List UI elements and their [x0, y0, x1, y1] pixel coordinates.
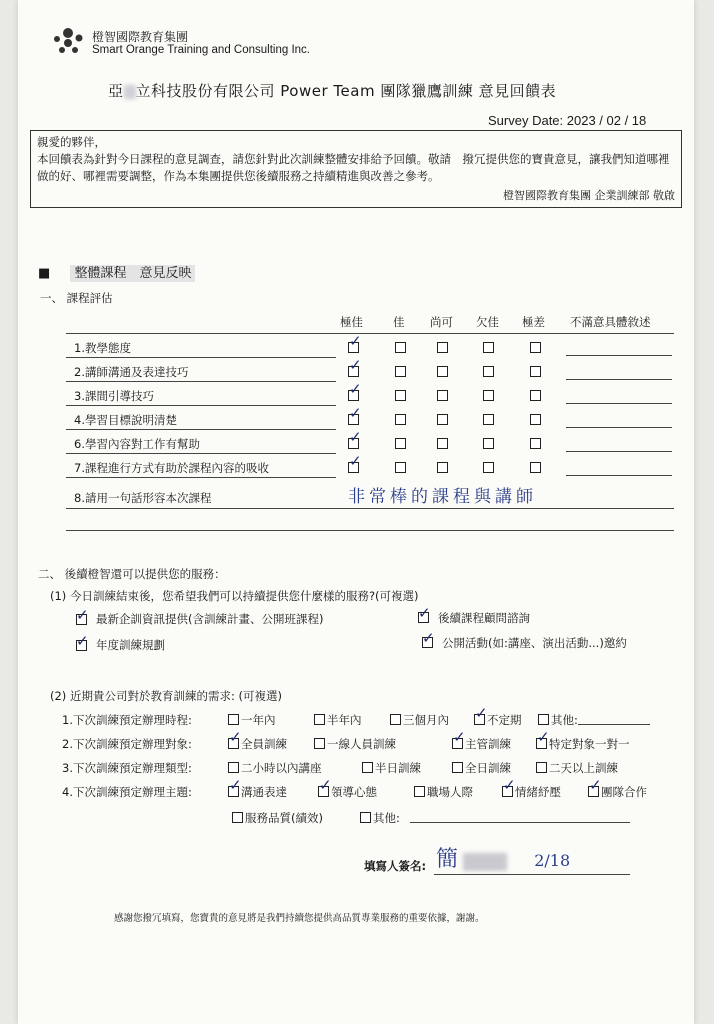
option-annual-plan: 年度訓練規劃 [96, 638, 165, 652]
checkmark-icon: ✓ [475, 704, 488, 722]
need-option-label: 半日訓練 [375, 761, 421, 775]
need-option-label: 三個月內 [403, 713, 449, 727]
redacted-mark [124, 85, 136, 99]
need-checkbox[interactable] [536, 762, 547, 773]
checkmark-icon: ✓ [229, 728, 242, 746]
section-overall-heading [38, 262, 195, 281]
rating-checkbox[interactable] [483, 342, 494, 353]
row-rule [66, 477, 336, 478]
need-checkbox[interactable] [228, 714, 239, 725]
signature-rule [434, 874, 630, 875]
rating-checkbox[interactable] [483, 462, 494, 473]
rating-checkbox[interactable] [395, 462, 406, 473]
checkmark-icon: ✓ [418, 604, 431, 622]
checkmark-icon: ✓ [76, 632, 89, 650]
intro-box [30, 130, 682, 208]
detail-rule[interactable] [566, 427, 672, 428]
need-option-label: 情緒紓壓 [515, 785, 561, 799]
title-prefix: 亞 [108, 82, 124, 100]
need-checkbox[interactable] [360, 812, 371, 823]
row-rule [66, 453, 336, 454]
need-option-label: 溝通表達 [241, 785, 287, 799]
rating-checkbox[interactable] [530, 414, 541, 425]
need-row-label: 3.下次訓練預定辦理類型: [62, 761, 192, 775]
course-eval-heading: 一、 課程評估 [40, 291, 113, 305]
row-rule [66, 405, 336, 406]
rating-checkbox[interactable] [530, 438, 541, 449]
checkmark-icon: ✓ [537, 728, 550, 746]
rating-checkbox[interactable] [530, 462, 541, 473]
checkmark-icon: ✓ [422, 629, 435, 647]
services-q1: (1) 今日訓練結束後，您希望我們可以持續提供您什麼樣的服務?(可複選) [50, 589, 419, 603]
header-rule [66, 333, 674, 334]
need-option-label: 全員訓練 [241, 737, 287, 751]
q8-rule [66, 508, 674, 509]
checkmark-icon: ✓ [589, 776, 602, 794]
checkmark-icon: ✓ [349, 404, 362, 422]
checkmark-icon: ✓ [319, 776, 332, 794]
need-checkbox[interactable] [314, 738, 325, 749]
detail-rule[interactable] [566, 451, 672, 452]
need-option-label: 主管訓練 [465, 737, 511, 751]
need-option-label: 全日訓練 [465, 761, 511, 775]
need-option-label: 其他: [373, 811, 400, 825]
checkmark-icon: ✓ [349, 428, 362, 446]
need-option-label: 一線人員訓練 [327, 737, 396, 751]
intro-signature: 橙智國際教育集團 企業訓練部 敬啟 [503, 189, 675, 202]
need-option-label: 團隊合作 [601, 785, 647, 799]
rating-checkbox[interactable] [395, 342, 406, 353]
rating-checkbox[interactable] [437, 462, 448, 473]
page-title [108, 80, 556, 101]
services-q2: (2) 近期貴公司對於教育訓練的需求: (可複選) [50, 689, 282, 703]
org-name-en: Smart Orange Training and Consulting Inc. [92, 44, 310, 56]
rating-checkbox[interactable] [483, 390, 494, 401]
signature-label: 填寫人簽名: [364, 859, 427, 873]
option-public-events: 公開活動(如:講座、演出活動...)邀約 [442, 636, 627, 650]
rating-row-label: 2.講師溝通及表達技巧 [74, 365, 189, 379]
detail-rule[interactable] [566, 475, 672, 476]
need-option-label: 一年內 [241, 713, 276, 727]
need-option-label: 領導心態 [331, 785, 377, 799]
checkmark-icon: ✓ [349, 380, 362, 398]
rating-checkbox[interactable] [530, 390, 541, 401]
col-dissatisfied-detail: 不滿意具體敘述 [570, 315, 651, 329]
section-overall-title: 整體課程 意見反映 [70, 265, 195, 282]
need-checkbox[interactable] [362, 762, 373, 773]
rating-checkbox[interactable] [483, 414, 494, 425]
footer-thanks: 感謝您撥冗填寫，您寶貴的意見將是我們持續您提供高品質專業服務的重要依據，謝謝。 [114, 913, 485, 924]
checkmark-icon: ✓ [349, 452, 362, 470]
q8-label: 8.請用一句話形容本次課程 [74, 491, 212, 505]
need-checkbox[interactable] [414, 786, 425, 797]
detail-rule[interactable] [566, 403, 672, 404]
need-checkbox[interactable] [314, 714, 325, 725]
org-name-cn: 橙智國際教育集團 [92, 30, 189, 44]
need-row-label: 1.下次訓練預定辦理時程: [62, 713, 192, 727]
title-suffix: 立科技股份有限公司 Power Team 團隊獵鷹訓練 意見回饋表 [135, 82, 557, 100]
detail-rule[interactable] [566, 379, 672, 380]
need-checkbox[interactable] [452, 762, 463, 773]
option-consulting: 後續課程顧問諮詢 [438, 611, 530, 625]
rating-checkbox[interactable] [530, 342, 541, 353]
rating-row-label: 4.學習目標說明清楚 [74, 413, 177, 427]
checkmark-icon: ✓ [453, 728, 466, 746]
need-option-label: 半年內 [327, 713, 362, 727]
rating-checkbox[interactable] [437, 438, 448, 449]
col-excellent: 極佳 [340, 315, 363, 329]
q8-rule-2 [66, 530, 674, 531]
rating-row-label: 3.課間引導技巧 [74, 389, 154, 403]
need-option-label: 職場人際 [427, 785, 473, 799]
rating-checkbox[interactable] [437, 414, 448, 425]
signature-name: 簡 [436, 847, 459, 872]
row-rule [66, 381, 336, 382]
checkmark-icon: ✓ [76, 606, 89, 624]
intro-body: 本回饋表為針對今日課程的意見調查，請您針對此次訓練整體安排給予回饋。敬請 撥冗提供您的寶貴意見，讓我們知道哪裡做的好、哪裡需要調整，作為本集團提供您後續服務之持續精進與改善之參考。 [37, 152, 670, 183]
survey-paper [18, 0, 694, 1024]
row-rule [66, 357, 336, 358]
signature-date: 2/18 [534, 851, 571, 870]
other-fill-line[interactable] [578, 724, 650, 725]
need-row-label: 2.下次訓練預定辦理對象: [62, 737, 192, 751]
col-good: 佳 [393, 315, 405, 329]
need-checkbox[interactable] [232, 812, 243, 823]
checkmark-icon: ✓ [503, 776, 516, 794]
signature-field[interactable] [436, 842, 570, 873]
rating-row-label: 7.課程進行方式有助於課程內容的吸收 [74, 461, 269, 475]
need-row-label: 4.下次訓練預定辦理主題: [62, 785, 192, 799]
rating-checkbox[interactable] [483, 366, 494, 377]
checkmark-icon: ✓ [349, 332, 362, 350]
need-option-label: 二天以上訓練 [549, 761, 618, 775]
rating-row-label: 6.學習內容對工作有幫助 [74, 437, 200, 451]
rating-checkbox[interactable] [437, 366, 448, 377]
row-rule [66, 429, 336, 430]
need-checkbox[interactable] [538, 714, 549, 725]
rating-checkbox[interactable] [395, 390, 406, 401]
rating-checkbox[interactable] [483, 438, 494, 449]
orange-logo-icon [48, 26, 88, 56]
rating-checkbox[interactable] [395, 438, 406, 449]
square-bullet-icon: ■ [38, 266, 51, 281]
services-heading: 二、 後續橙智還可以提供您的服務： [38, 567, 226, 581]
col-fair: 尚可 [430, 315, 453, 329]
rating-checkbox[interactable] [437, 390, 448, 401]
need-option-label: 不定期 [487, 713, 522, 727]
need-checkbox[interactable] [228, 762, 239, 773]
intro-greeting: 親愛的夥伴， [37, 135, 106, 149]
rating-checkbox[interactable] [437, 342, 448, 353]
rating-row-label: 1.教學態度 [74, 341, 131, 355]
need-checkbox[interactable] [390, 714, 401, 725]
q8-handwritten-answer[interactable]: 非常棒的課程與講師 [348, 487, 537, 507]
redacted-name [463, 853, 507, 871]
checkmark-icon: ✓ [349, 356, 362, 374]
option-latest-info: 最新企訓資訊提供(含訓練計畫、公開班課程) [96, 612, 324, 626]
checkmark-icon: ✓ [229, 776, 242, 794]
detail-rule[interactable] [566, 355, 672, 356]
other-fill-line[interactable] [410, 822, 630, 823]
need-option-label: 服務品質(績效) [245, 811, 323, 825]
col-poor: 欠佳 [476, 315, 499, 329]
rating-checkbox[interactable] [530, 366, 541, 377]
need-option-label: 特定對象一對一 [549, 737, 630, 751]
rating-checkbox[interactable] [395, 414, 406, 425]
need-option-label: 二小時以內講座 [241, 761, 322, 775]
rating-checkbox[interactable] [395, 366, 406, 377]
col-very-poor: 極差 [522, 315, 545, 329]
need-option-label: 其他: [551, 713, 578, 727]
survey-date: Survey Date: 2023 / 02 / 18 [488, 113, 647, 128]
